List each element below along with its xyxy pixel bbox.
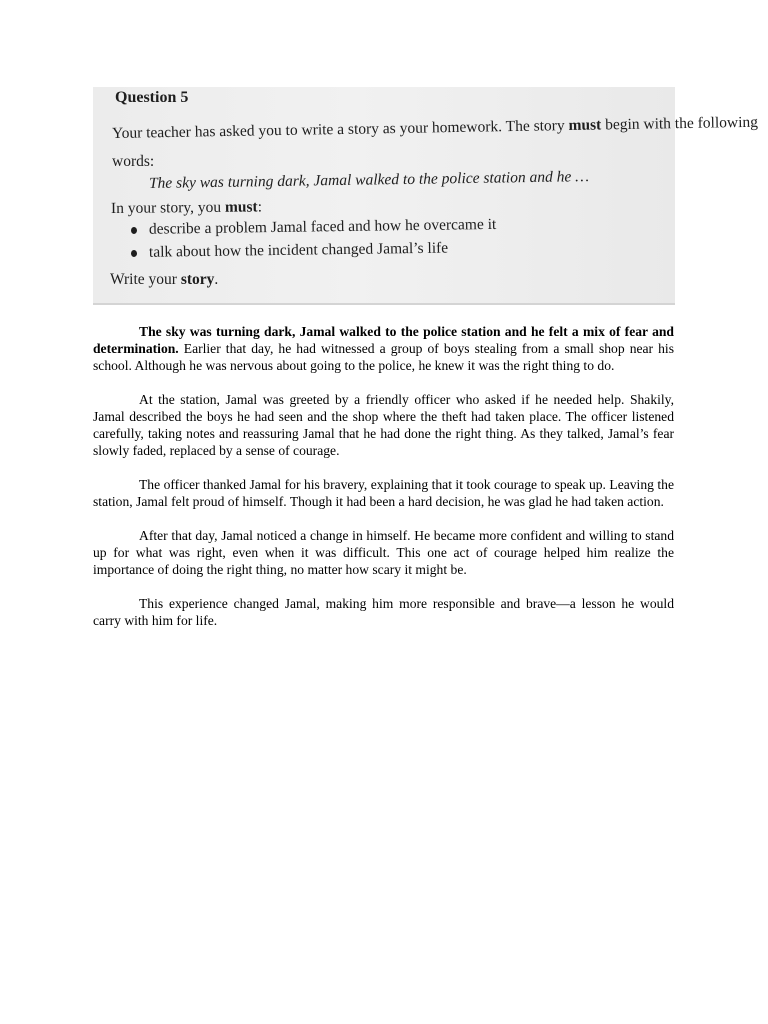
requirement-text: talk about how the incident changed Jamal’s life	[148, 239, 449, 261]
instructions-words: words:	[112, 153, 155, 170]
story-body	[93, 323, 674, 646]
story-opening-sentence: The sky was turning dark, Jamal walked to the police station and he felt a mix of fear and determination.	[93, 324, 674, 356]
instructions-must: must	[568, 116, 602, 135]
question-image	[93, 87, 759, 305]
requirement-text: describe a problem Jamal faced and how he overcame it	[148, 215, 497, 238]
instructions-text-end: begin with the following	[601, 113, 759, 134]
requirement-item	[131, 216, 497, 239]
story-paragraph-5: This experience changed Jamal, making him more responsible and brave—a lesson he would carry with him for life.	[93, 596, 674, 628]
instructions-text: Your teacher has asked you to write a story as your homework. The story	[111, 117, 569, 142]
write-prefix: Write your	[110, 271, 181, 288]
write-story-word: story	[180, 271, 215, 288]
requirements-prefix: In your story, you	[110, 198, 226, 217]
story-paragraph-1	[93, 323, 674, 374]
opening-words: The sky was turning dark, Jamal walked to the police station and he …	[148, 168, 590, 192]
question-instructions	[112, 114, 758, 143]
requirements-must: must	[224, 198, 258, 216]
requirements-colon: :	[257, 198, 263, 216]
story-paragraph-4: After that day, Jamal noticed a change in himself. He became more confident and willing to stand up for what was right, even when it was difficult. This one act of courage helped him realize the importance of doing the right thing, no matter how scary it might be.	[93, 528, 674, 577]
write-suffix: .	[214, 271, 219, 288]
story-paragraph-2: At the station, Jamal was greeted by a friendly officer who asked if he needed help. Shakily, Jamal described the boys he had seen and the shop where the theft had taken place. The officer listened carefully, taking notes and reassuring Jamal that he had done the right thing. As they talked, Jamal’s fear slowly faded, replaced by a sense of courage.	[93, 392, 674, 458]
question-title: Question 5	[115, 89, 189, 106]
bullet-icon	[131, 250, 137, 257]
story-paragraph-3: The officer thanked Jamal for his bravery, explaining that it took courage to speak up. Leaving the station, Jamal felt proud of himself. Though it had been a hard decision, he was glad he had taken action.	[93, 477, 674, 509]
bullet-icon	[131, 227, 137, 234]
write-instruction	[110, 271, 218, 289]
requirement-item	[131, 240, 448, 262]
story-paragraph-1-rest: Earlier that day, he had witnessed a group of boys stealing from a small shop near his school. Although he was nervous about going to the police, he knew it was the right thing to do.	[93, 341, 674, 373]
requirements-heading	[111, 198, 262, 218]
